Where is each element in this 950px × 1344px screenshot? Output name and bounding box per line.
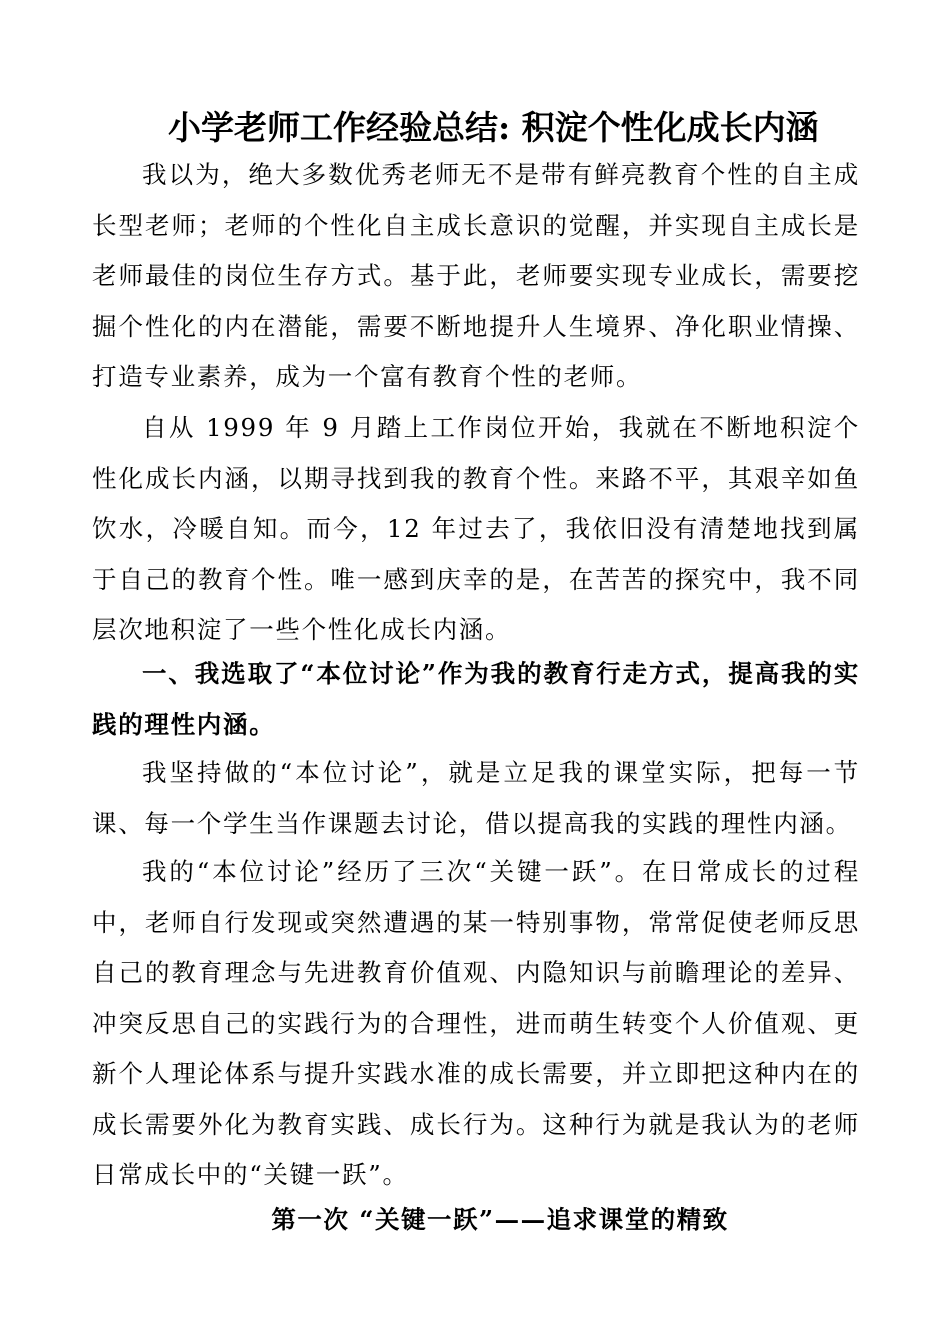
section-heading-1: 一、我选取了“本位讨论”作为我的教育行走方式，提高我的实践的理性内涵。 [92,659,860,739]
paragraph-key-leap: 我的“本位讨论”经历了三次“关键一跃”。在日常成长的过程中，老师自行发现或突然遭遇的某一特别事物，常常促使老师反思自己的教育理念与先进教育价值观、内隐知识与前瞻理论的差异、冲突反思自己的实践行为的合理性，进而萌生转变个人价值观、更新个人理论体系与提升实践水准的成长需要，并立即把这种内在的成长需要外化为教育实践、成长行为。这种行为就是我认为的老师日常成长中的“关键一跃”。 [92,857,860,1189]
paragraph-intro: 我以为，绝大多数优秀老师无不是带有鲜亮教育个性的自主成长型老师；老师的个性化自主成长意识的觉醒，并实现自主成长是老师最佳的岗位生存方式。基于此，老师要实现专业成长，需要挖掘个性化的内在潜能，需要不断地提升人生境界、净化职业情操、打造专业素养，成为一个富有教育个性的老师。 [92,160,860,391]
paragraph-career: 自从 1999 年 9 月踏上工作岗位开始，我就在不断地积淀个性化成长内涵，以期寻找到我的教育个性。来路不平，其艰辛如鱼饮水，冷暖自知。而今，12 年过去了，我依旧没有清楚地找到属于自己的教育个性。唯一感到庆幸的是，在苦苦的探究中，我不同层次地积淀了一些个性化成长内涵。 [92,413,860,644]
document-title: 小学老师工作经验总结: 积淀个性化成长内涵 [168,108,819,147]
section-subheading: 第一次 “关键一跃”——追求课堂的精致 [271,1205,729,1234]
paragraph-local-discussion: 我坚持做的“本位讨论”，就是立足我的课堂实际，把每一节课、每一个学生当作课题去讨论，借以提高我的实践的理性内涵。 [92,758,860,838]
